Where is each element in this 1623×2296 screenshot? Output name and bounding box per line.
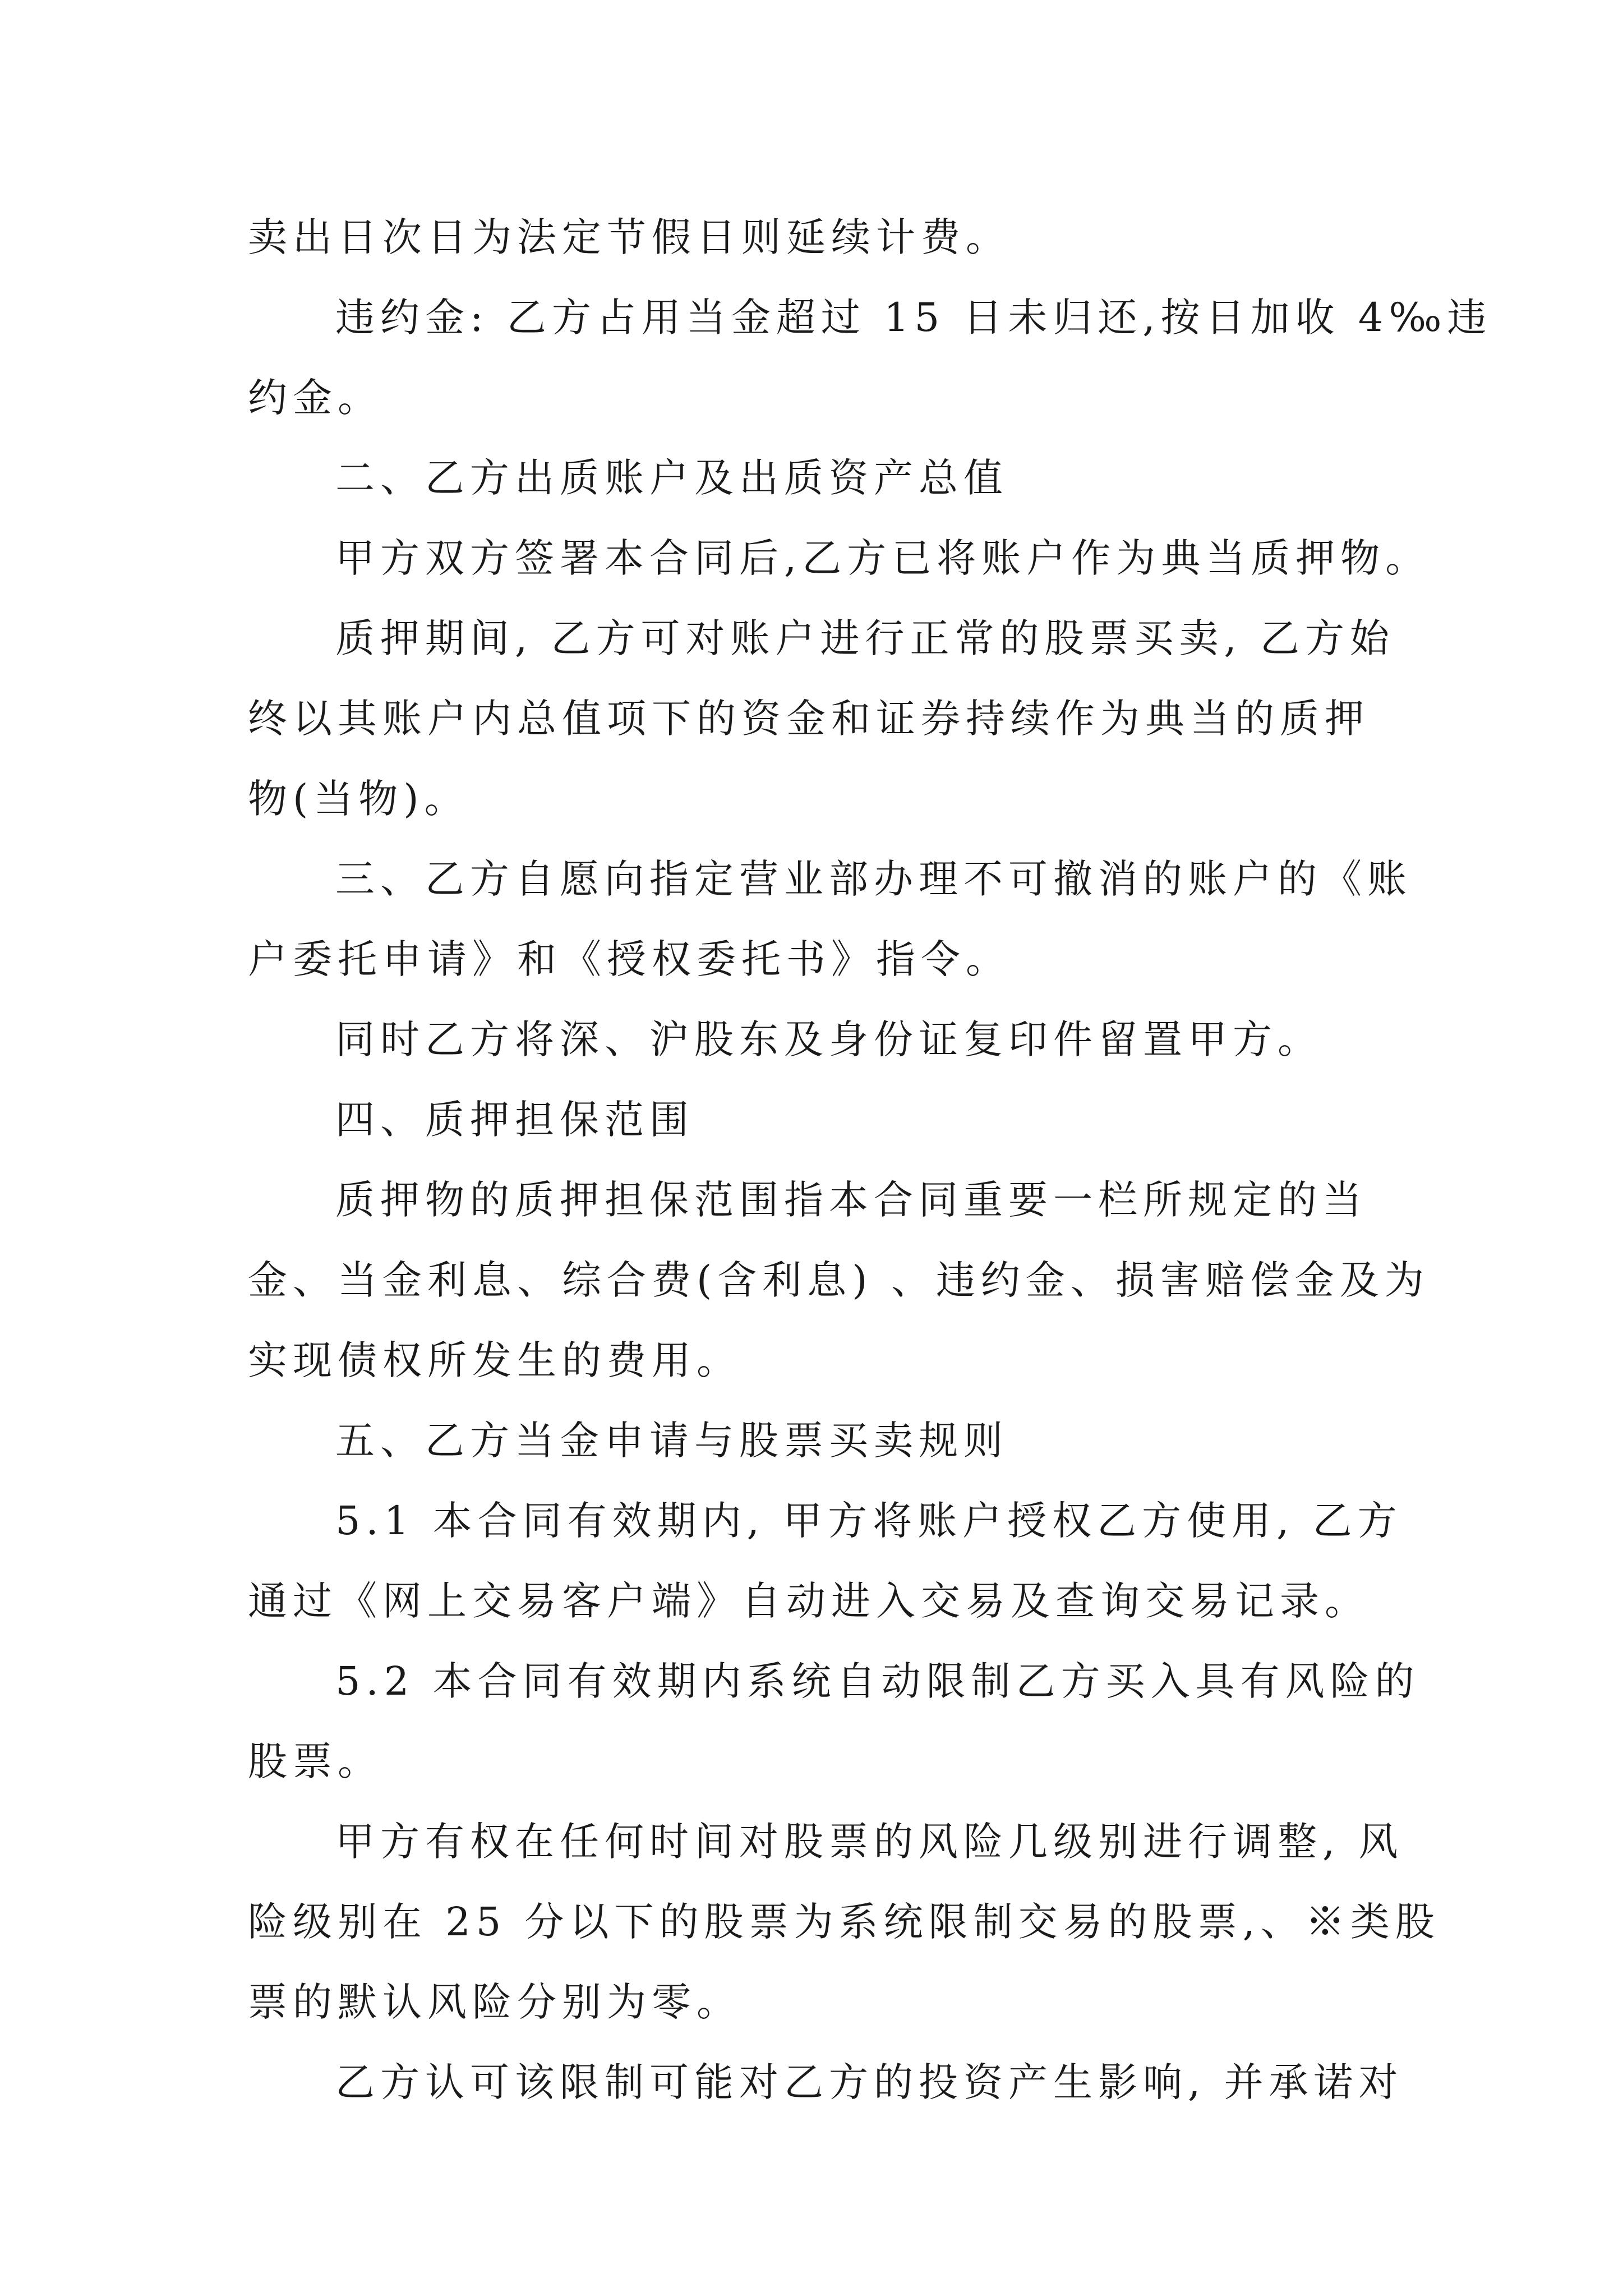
text-line: 5.1 本合同有效期内, 甲方将账户授权乙方使用, 乙方 xyxy=(335,1498,1403,1544)
text-line: 质押期间, 乙方可对账户进行正常的股票买卖, 乙方始 xyxy=(335,615,1395,661)
text-line: 乙方认可该限制可能对乙方的投资产生影响, 并承诺对 xyxy=(335,2059,1404,2105)
text-line: 违约金: 乙方占用当金超过 15 日未归还,按日加收 4‰违 xyxy=(335,295,1492,341)
text-line: 约金。 xyxy=(248,375,382,421)
text-line: 金、当金利息、综合费(含利息) 、违约金、损害赔偿金及为 xyxy=(248,1257,1430,1303)
text-line: 险级别在 25 分以下的股票为系统限制交易的股票,、※类股 xyxy=(248,1899,1440,1945)
text-line: 终以其账户内总值项下的资金和证券持续作为典当的质押 xyxy=(248,696,1370,742)
text-line: 质押物的质押担保范围指本合同重要一栏所规定的当 xyxy=(335,1177,1367,1223)
document-body xyxy=(248,197,1492,2123)
text-line: 卖出日次日为法定节假日则延续计费。 xyxy=(248,214,1011,260)
section-heading: 三、乙方自愿向指定营业部办理不可撤消的账户的《账 xyxy=(335,856,1412,902)
text-line: 股票。 xyxy=(248,1738,382,1784)
text-line: 物(当物)。 xyxy=(248,776,469,822)
text-line: 5.2 本合同有效期内系统自动限制乙方买入具有风险的 xyxy=(335,1658,1420,1704)
text-line: 票的默认风险分别为零。 xyxy=(248,1979,741,2025)
text-line: 甲方有权在任何时间对股票的风险几级别进行调整, 风 xyxy=(335,1819,1404,1865)
section-heading: 二、乙方出质账户及出质资产总值 xyxy=(335,455,1008,501)
text-line: 通过《网上交易客户端》自动进入交易及查询交易记录。 xyxy=(248,1578,1370,1624)
text-line: 甲方双方签署本合同后,乙方已将账户作为典当质押物。 xyxy=(335,535,1431,581)
section-heading: 五、乙方当金申请与股票买卖规则 xyxy=(335,1418,1008,1464)
text-line: 同时乙方将深、沪股东及身份证复印件留置甲方。 xyxy=(335,1016,1322,1062)
text-line: 户委托申请》和《授权委托书》指令。 xyxy=(248,936,1011,982)
section-heading: 四、质押担保范围 xyxy=(335,1097,694,1143)
text-line: 实现债权所发生的费用。 xyxy=(248,1337,741,1383)
